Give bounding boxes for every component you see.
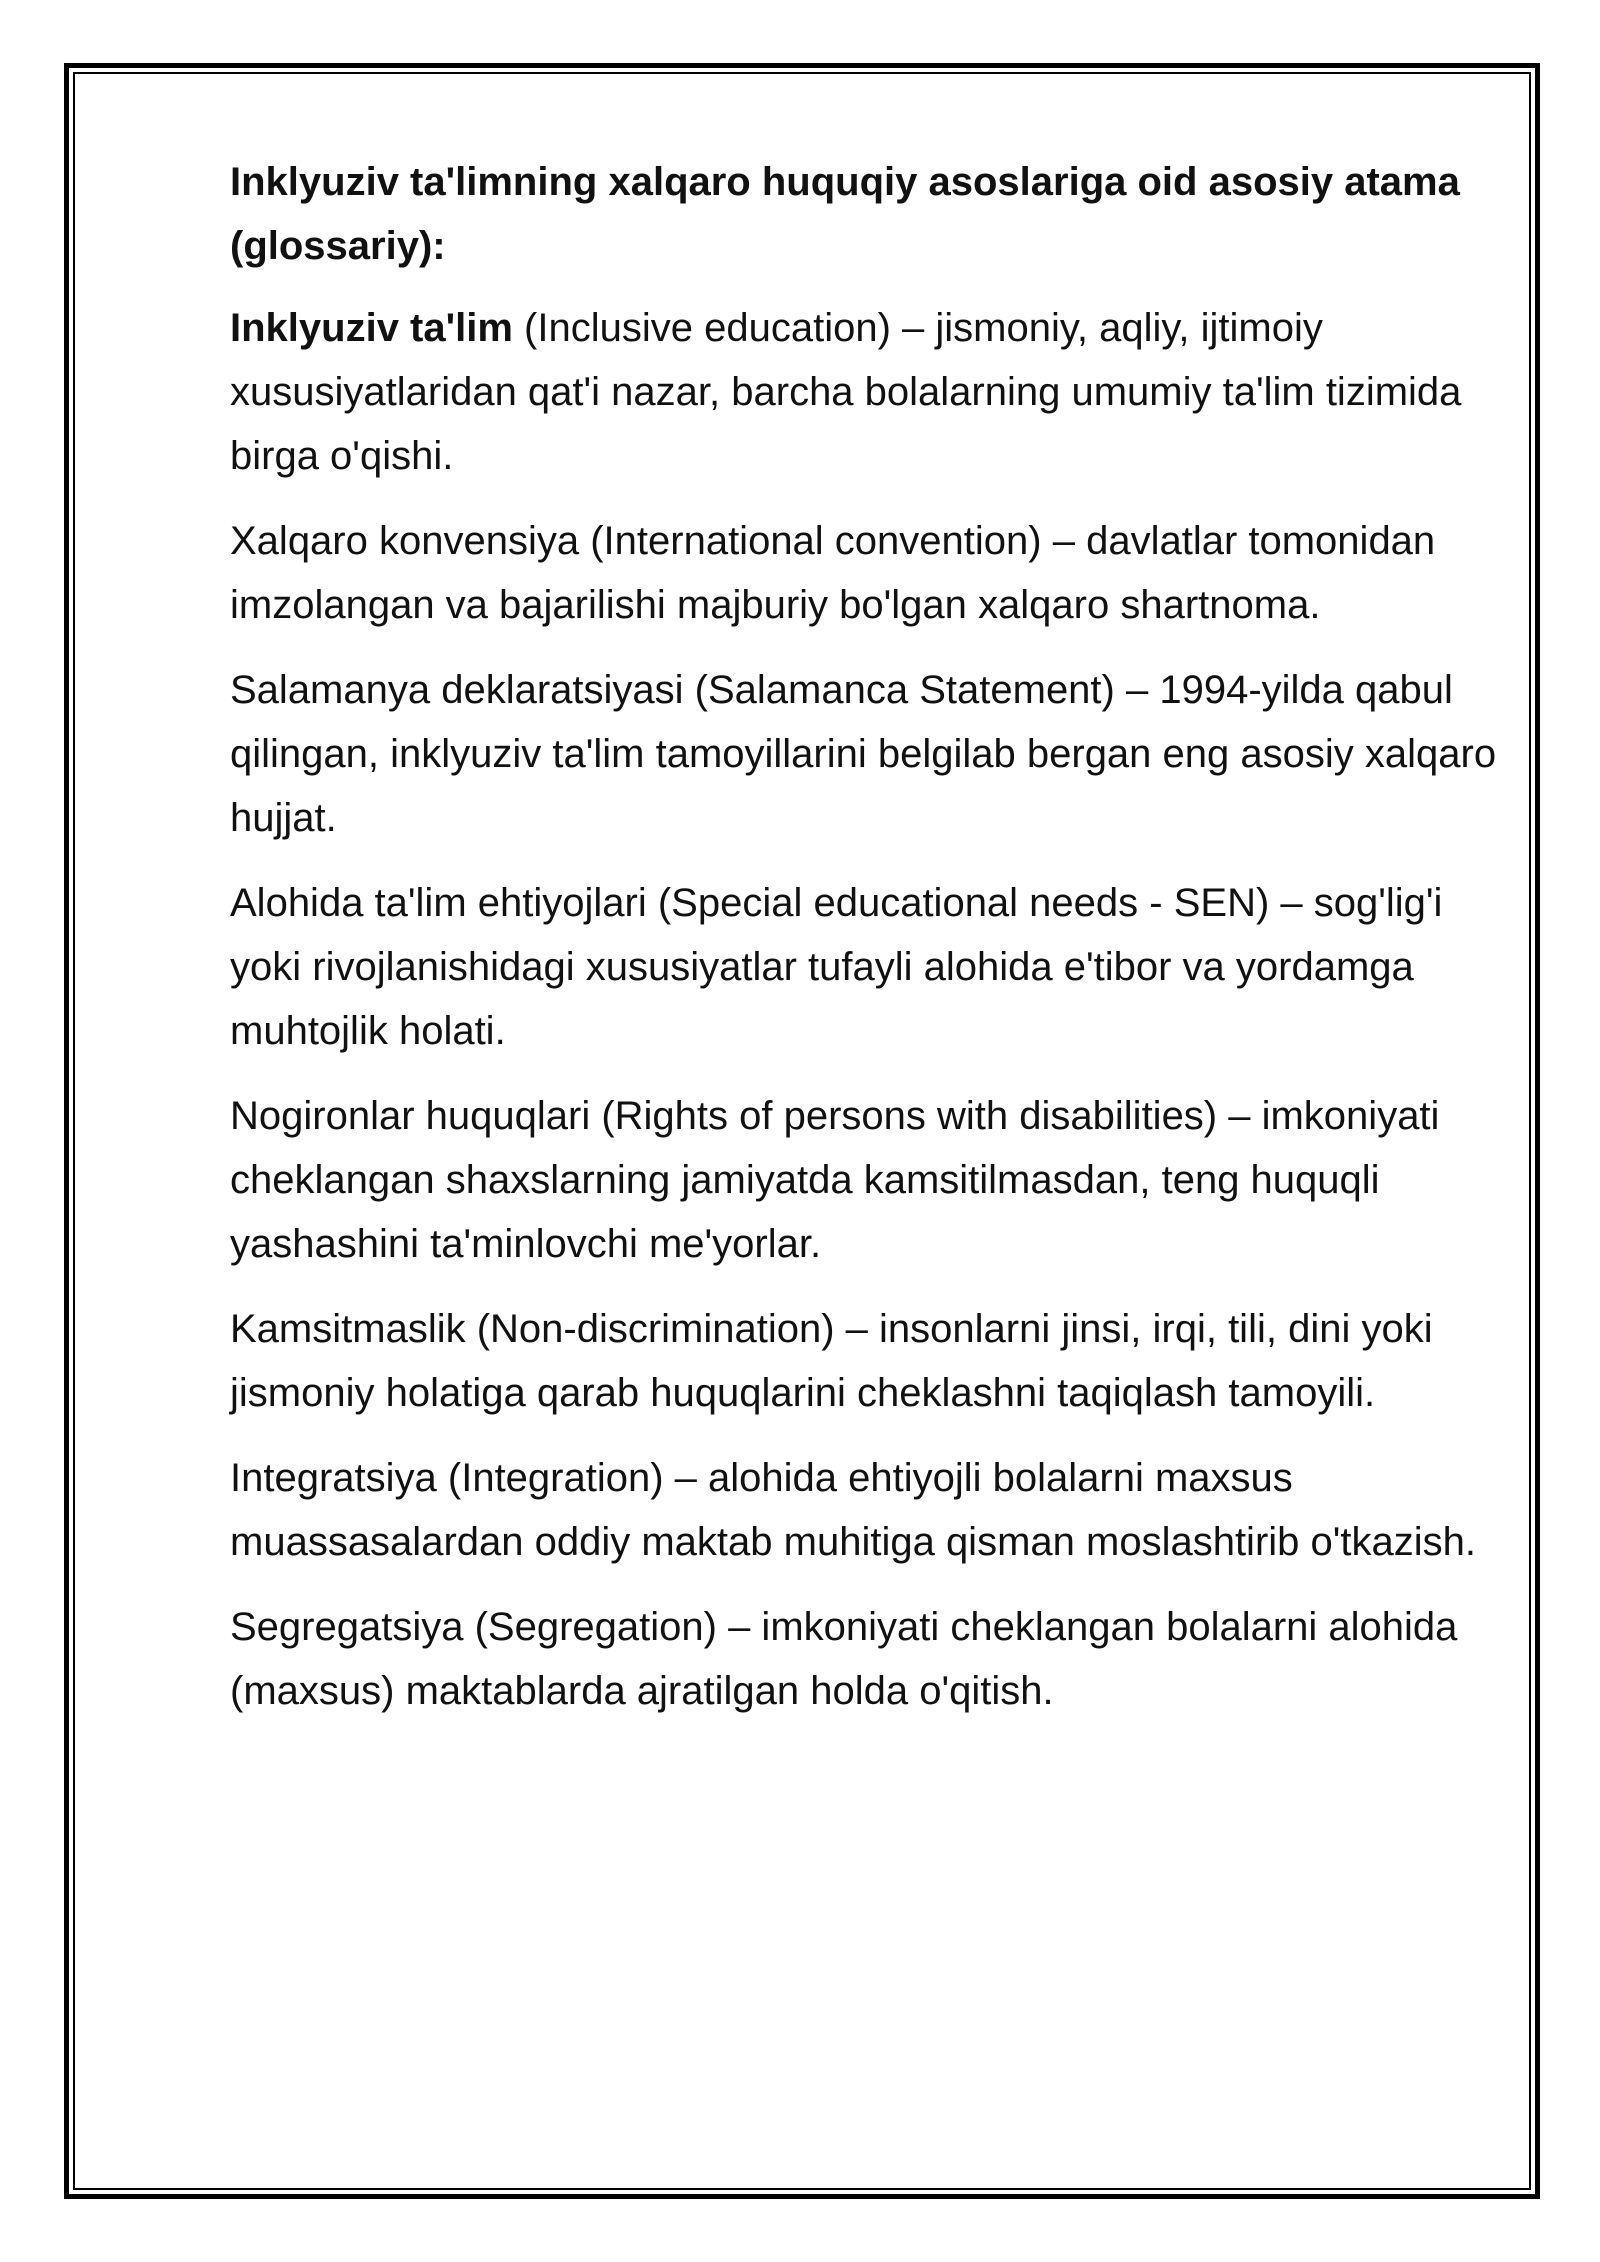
glossary-entry xyxy=(230,1297,1500,1425)
glossary-entry xyxy=(230,509,1500,637)
glossary-entry xyxy=(230,871,1500,1063)
glossary-definition: Xalqaro konvensiya (International convention) – davlatlar tomonidan imzolangan va bajarilishi majburiy bo'lgan xalqaro shartnoma. xyxy=(230,519,1436,627)
glossary-definition: Nogironlar huquqlari (Rights of persons with disabilities) – imkoniyati cheklangan shaxslarning jamiyatda kamsitilmasdan, teng huquqli yashashini ta'minlovchi me'yorlar. xyxy=(230,1094,1440,1266)
glossary-entry xyxy=(230,1595,1500,1723)
glossary-definition: Salamanya deklaratsiyasi (Salamanca Statement) – 1994-yilda qabul qilingan, inklyuziv ta'lim tamoyillarini belgilab bergan eng asosiy xalqaro hujjat. xyxy=(230,668,1497,840)
glossary-entry xyxy=(230,658,1500,850)
glossary-definition: (Inclusive education) – jismoniy, aqliy, ijtimoiy xususiyatlaridan qat'i nazar, barcha bolalarning umumiy ta'lim tizimida birga o'qishi. xyxy=(230,306,1462,478)
document-title: Inklyuziv ta'limning xalqaro huquqiy asoslariga oid asosiy atama (glossariy): xyxy=(230,160,1460,268)
glossary-entry xyxy=(230,1446,1500,1574)
glossary-definition: Kamsitmaslik (Non-discrimination) – insonlarni jinsi, irqi, tili, dini yoki jismoniy holatiga qarab huquqlarini cheklashni taqiqlash tamoyili. xyxy=(230,1307,1433,1415)
glossary-definition: Segregatsiya (Segregation) – imkoniyati cheklangan bolalarni alohida (maxsus) maktablarda ajratilgan holda o'qitish. xyxy=(230,1605,1458,1713)
document-body xyxy=(230,150,1500,1744)
glossary-entry xyxy=(230,296,1500,488)
glossary-definition: Alohida ta'lim ehtiyojlari (Special educational needs - SEN) – sog'lig'i yoki rivojlanishidagi xususiyatlar tufayli alohida e'tibor va yordamga muhtojlik holati. xyxy=(230,881,1443,1053)
glossary-entry xyxy=(230,1084,1500,1276)
glossary-term: Inklyuziv ta'lim xyxy=(230,306,513,350)
glossary-definition: Integratsiya (Integration) – alohida ehtiyojli bolalarni maxsus muassasalardan oddiy maktab muhitiga qisman moslashtirib o'tkazish. xyxy=(230,1456,1476,1564)
